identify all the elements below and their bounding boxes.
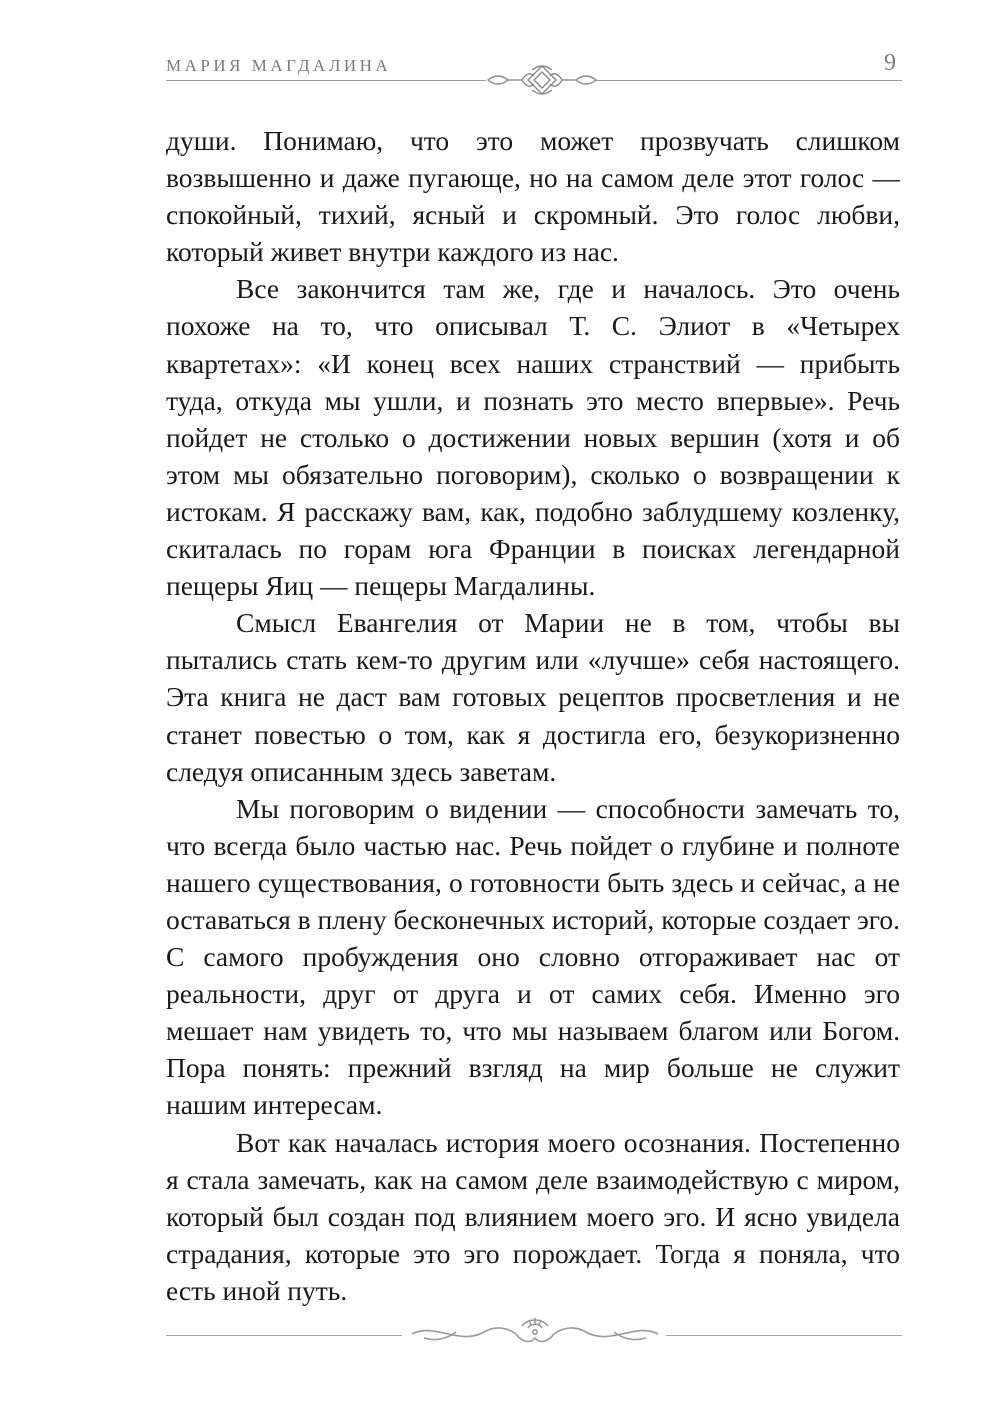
- scroll-flourish-ornament-icon: [404, 1312, 666, 1356]
- knot-ornament-icon: [482, 62, 602, 98]
- paragraph-2: Все закончится там же, где и началось. Это очень похоже на то, что описывал Т. С. Элиот в «Четырех квартетах»: «И конец всех наших странствий — прибыть туда, откуда мы ушли, и познать это место впервые». Речь пойдет не столько о достижении новых вершин (хотя и об этом мы обязательно поговорим), сколько о возвращении к истокам. Я расскажу вам, как, подобно заблудшему козленку, скиталась по горам юга Франции в поисках легендарной пещеры Яиц — пещеры Магдалины.: [166, 273, 900, 602]
- footer-rule-right: [666, 1335, 902, 1336]
- body-text: [166, 122, 900, 1309]
- paragraph-5: Вот как началась история моего осознания. Постепенно я стала замечать, как на самом деле взаимодействую с миром, который был создан под влиянием моего эго. И ясно увидела страдания, которые это эго порождает. Тогда я поняла, что есть иной путь.: [166, 1126, 900, 1306]
- page-number: 9: [884, 50, 896, 76]
- paragraph-1: души. Понимаю, что это может прозвучать слишком возвышенно и даже пугающе, но на самом деле этот голос — спокойный, тихий, ясный и скромный. Это голос любви, который живет внутри каждого из нас.: [166, 125, 900, 268]
- header-rule-left: [166, 80, 486, 81]
- running-title: МАРИЯ МАГДАЛИНА: [166, 56, 392, 75]
- footer-rule-left: [166, 1335, 402, 1336]
- paragraph-4: Мы поговорим о видении — способности замечать то, что всегда было частью нас. Речь пойдет о глубине и полноте нашего существования, о готовности быть здесь и сейчас, а не оставаться в плену бесконечных историй, которые создает эго. С самого пробуждения оно словно отгораживает нас от реальности, друг от друга и от самих себя. Именно эго мешает нам увидеть то, что мы называем благом или Богом. Пора понять: прежний взгляд на мир больше не служит нашим интересам.: [166, 792, 900, 1121]
- header-rule-right: [596, 80, 902, 81]
- running-head: [166, 50, 902, 90]
- paragraph-3: Смысл Евангелия от Марии не в том, чтобы вы пытались стать кем-то другим или «лучше» себя настоящего. Эта книга не даст вам готовых рецептов просветления и не станет повестью о том, как я достигла его, безукоризненно следуя описанным здесь заветам.: [166, 607, 900, 787]
